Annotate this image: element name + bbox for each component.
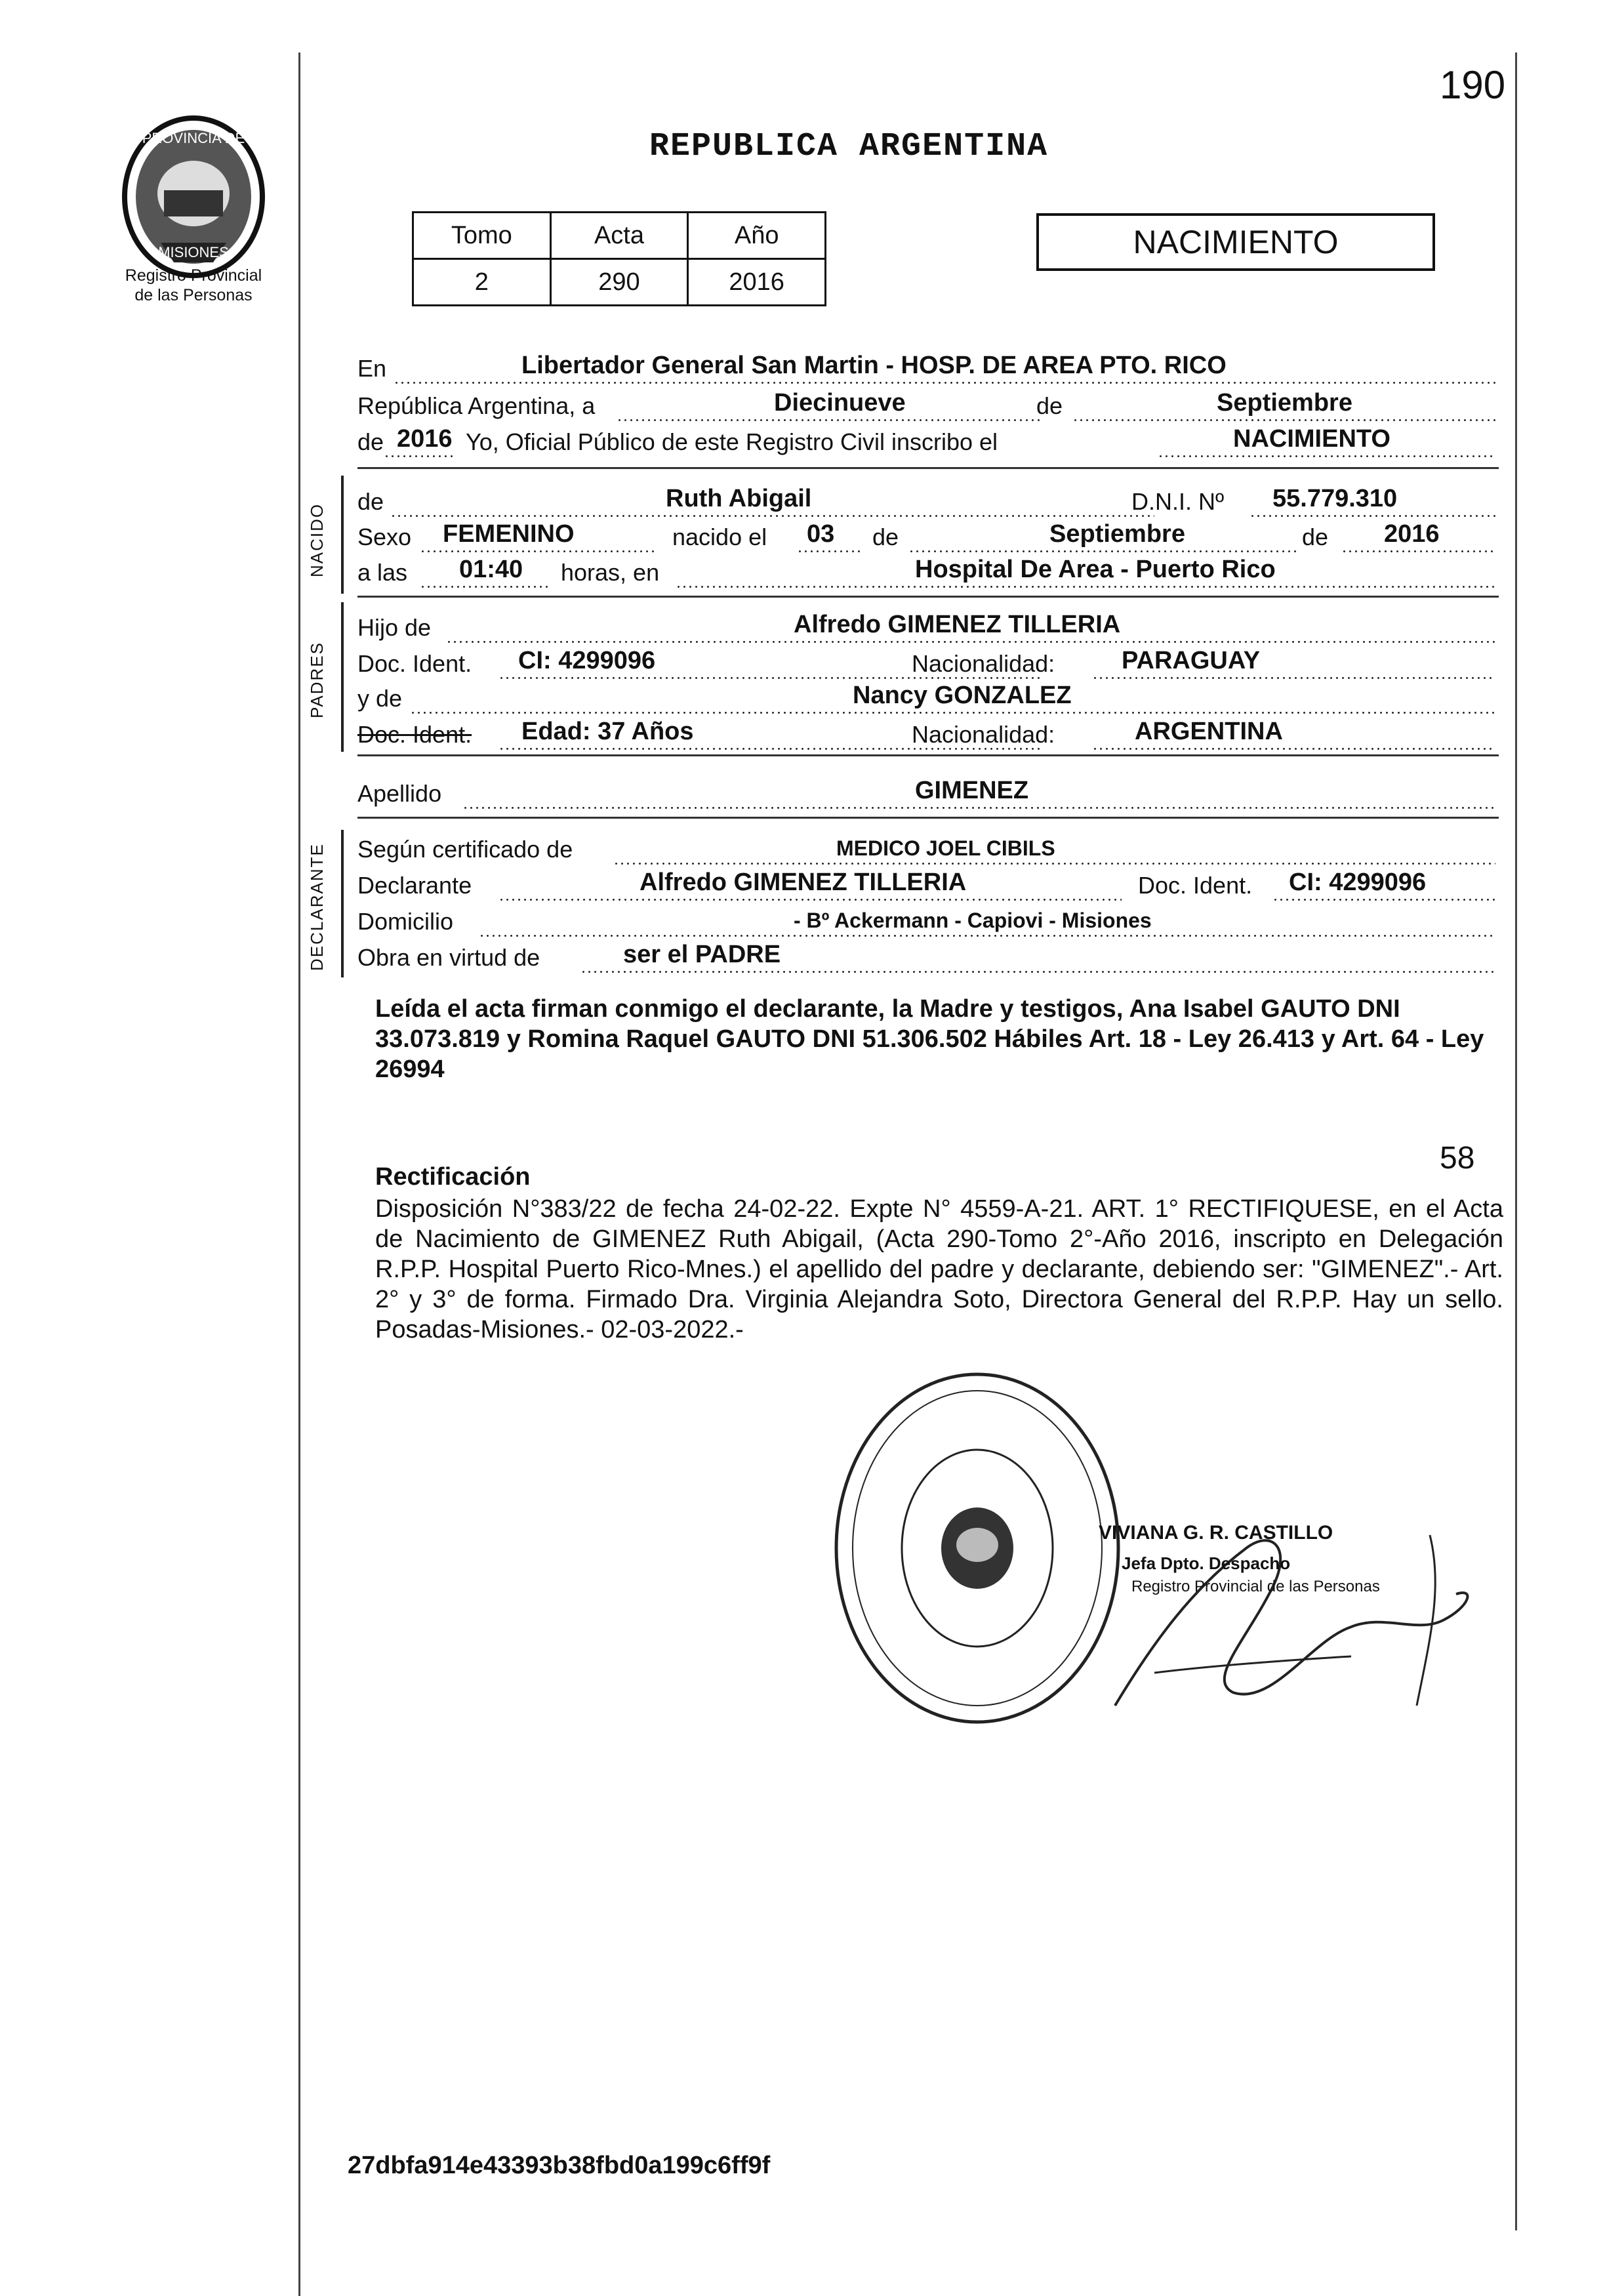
divider <box>357 467 1499 469</box>
header-anio: Año <box>688 213 826 259</box>
label-docident: Doc. Ident. <box>357 650 472 677</box>
dotted-line <box>410 712 1495 714</box>
label-nacido-de2: de <box>1302 523 1329 550</box>
section-bar-declarante <box>341 830 344 977</box>
label-certificado: Según certificado de <box>357 836 573 863</box>
label-nacionalidad: Nacionalidad: <box>912 650 1055 677</box>
dotted-line <box>1158 455 1495 457</box>
signatory-name: VIVIANA G. R. CASTILLO <box>1099 1522 1333 1544</box>
rectification-number: 58 <box>1440 1141 1475 1176</box>
value-nacido-anio: 2016 <box>1384 520 1440 548</box>
dotted-line <box>908 550 1299 552</box>
label-de2: de <box>357 428 384 455</box>
dotted-line <box>1072 419 1495 421</box>
value-inscribe: NACIMIENTO <box>1233 425 1391 453</box>
label-domicilio: Domicilio <box>357 908 454 935</box>
value-padre-nac: PARAGUAY <box>1122 647 1261 674</box>
value-nombre: Ruth Abigail <box>666 485 812 512</box>
label-nacido-de: de <box>872 523 899 550</box>
record-table <box>412 211 826 306</box>
margin-line-right <box>1515 52 1517 2230</box>
label-obra: Obra en virtud de <box>357 944 540 971</box>
dotted-line <box>462 807 1495 809</box>
svg-text:MISIONES: MISIONES <box>158 244 229 260</box>
section-bar-padres <box>341 602 344 752</box>
dotted-line <box>479 935 1495 937</box>
dotted-line <box>420 586 551 588</box>
dotted-line <box>580 971 1495 973</box>
value-padre: Alfredo GIMENEZ TILLERIA <box>794 611 1121 638</box>
dotted-line <box>1341 550 1495 552</box>
label-sexo: Sexo <box>357 523 412 550</box>
dotted-line <box>498 899 1122 901</box>
dotted-line <box>446 641 1495 643</box>
value-domicilio: - Bº Ackermann - Capiovi - Misiones <box>794 909 1152 932</box>
dotted-line <box>676 586 1495 588</box>
value-dni: 55.779.310 <box>1272 485 1398 512</box>
value-decl-doc: CI: 4299096 <box>1289 869 1427 896</box>
dotted-line <box>394 382 1495 384</box>
value-declarante: Alfredo GIMENEZ TILLERIA <box>639 869 967 896</box>
dotted-line <box>390 515 1154 517</box>
value-apellido: GIMENEZ <box>915 777 1029 804</box>
label-nacido: nacido el <box>672 523 767 550</box>
value-madre: Nancy GONZALEZ <box>853 682 1072 709</box>
label-inscribe: Yo, Oficial Público de este Registro Civil inscribo el <box>466 428 998 455</box>
dotted-line <box>1092 677 1495 679</box>
label-dni: D.N.I. Nº <box>1131 488 1225 515</box>
divider <box>357 754 1499 756</box>
margin-line-left <box>298 52 300 2296</box>
value-padre-doc: CI: 4299096 <box>518 647 656 674</box>
header-acta: Acta <box>550 213 688 259</box>
value-hora: 01:40 <box>459 556 523 583</box>
label-nombre: de <box>357 488 384 515</box>
dotted-line <box>1092 748 1495 750</box>
value-anio: 2016 <box>688 259 826 306</box>
value-certificado: MEDICO JOEL CIBILS <box>836 836 1055 860</box>
record-type-box: NACIMIENTO <box>1036 213 1435 271</box>
section-label-nacido: NACIDO <box>307 502 327 577</box>
value-lugar: Hospital De Area - Puerto Rico <box>915 556 1276 583</box>
svg-text:PROVINCIA DE: PROVINCIA DE <box>142 130 245 146</box>
label-apellido: Apellido <box>357 780 442 807</box>
closing-text: Leída el acta firman conmigo el declarante, la Madre y testigos, Ana Isabel GAUTO DNI 33.073.819 y Romina Raquel GAUTO DNI 51.306.502 Hábiles Art. 18 - Ley 26.413 y Art. 64 - Ley 26994 <box>375 995 1484 1083</box>
divider <box>357 596 1499 598</box>
rectification-title: Rectificación <box>375 1163 531 1191</box>
value-nacido-mes: Septiembre <box>1049 520 1185 548</box>
registry-label <box>85 266 302 305</box>
section-label-declarante: DECLARANTE <box>307 843 327 971</box>
registry-label-line1: Registro Provincial <box>125 266 262 285</box>
dotted-line <box>617 419 1043 421</box>
document-hash: 27dbfa914e43393b38fbd0a199c6ff9f <box>348 2152 771 2179</box>
dotted-line <box>384 455 456 457</box>
registry-label-line2: de las Personas <box>134 286 253 304</box>
value-obra: ser el PADRE <box>623 941 781 968</box>
dotted-line <box>420 550 656 552</box>
divider <box>357 817 1499 819</box>
value-madre-nac: ARGENTINA <box>1135 718 1283 745</box>
value-mes: Septiembre <box>1217 389 1352 417</box>
label-yde: y de <box>357 685 403 712</box>
value-acta: 290 <box>550 259 688 306</box>
page-number: 190 <box>1440 63 1506 107</box>
signatory-org: Registro Provincial de las Personas <box>1131 1578 1380 1595</box>
dotted-line <box>1272 899 1495 901</box>
value-sexo: FEMENINO <box>443 520 575 548</box>
header-tomo: Tomo <box>413 213 551 259</box>
value-dia: Diecinueve <box>774 389 906 417</box>
dotted-line <box>1249 515 1495 517</box>
label-horas: horas, en <box>561 559 660 586</box>
value-nacido-dia: 03 <box>807 520 835 548</box>
label-republica: República Argentina, a <box>357 392 596 419</box>
dotted-line <box>613 863 1495 865</box>
provincia-misiones-emblem <box>115 112 272 282</box>
value-anio: 2016 <box>397 425 453 453</box>
label-de: de <box>1036 392 1063 419</box>
label-hijo: Hijo de <box>357 614 432 641</box>
document-title: REPUBLICA ARGENTINA <box>649 128 1049 165</box>
value-tomo: 2 <box>413 259 551 306</box>
label-docident2: Doc. Ident. <box>357 721 472 748</box>
value-en: Libertador General San Martin - HOSP. DE AREA PTO. RICO <box>521 352 1227 379</box>
section-bar-nacido <box>341 476 344 594</box>
label-en: En <box>357 355 387 382</box>
section-label-padres: PADRES <box>307 642 327 718</box>
label-declarante: Declarante <box>357 872 472 899</box>
label-nacionalidad2: Nacionalidad: <box>912 721 1055 748</box>
rectification-text: Disposición N°383/22 de fecha 24-02-22. Expte N° 4559-A-21. ART. 1° RECTIFIQUESE, en el Acta de Nacimiento de GIMENEZ Ruth Abigail, (Acta 290-Tomo 2°-Año 2016, inscripto en Delegación R.P.P. Hospital Puerto Rico-Mnes.) el apellido del padre y declarante, debiendo ser: "GIMENEZ".- Art. 2° y 3° de forma. Firmado Dra. Virginia Alejandra Soto, Directora General del R.P.P. Hay un sello. Posadas-Misiones.- 02-03-2022.- <box>375 1195 1503 1343</box>
dotted-line <box>797 550 863 552</box>
signatory-role: Jefa Dpto. Despacho <box>1122 1553 1291 1573</box>
label-decl-doc: Doc. Ident. <box>1138 872 1253 899</box>
label-alas: a las <box>357 559 408 586</box>
value-madre-doc: Edad: 37 Años <box>521 718 694 745</box>
